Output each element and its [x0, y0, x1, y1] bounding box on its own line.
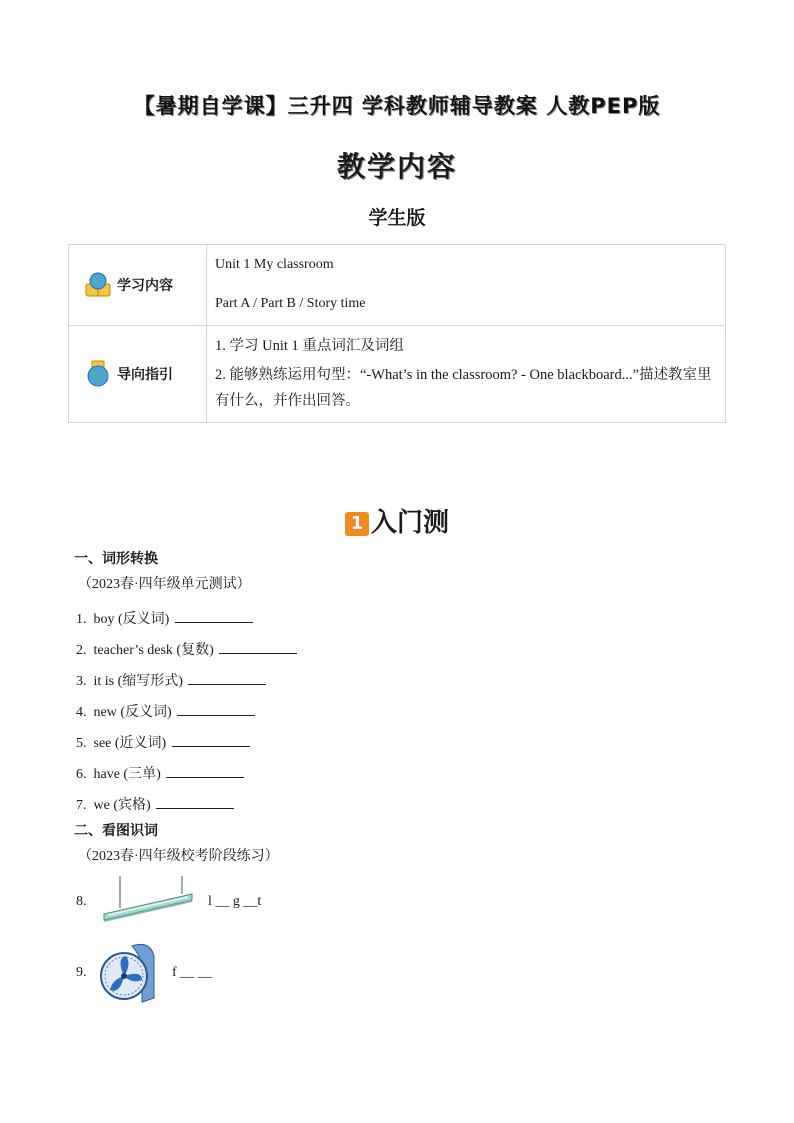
question-number: 7.	[76, 798, 87, 813]
question-number: 9.	[76, 965, 87, 980]
question-text: have (三单)	[93, 767, 161, 782]
question-number: 3.	[76, 674, 87, 689]
question-text: see (近义词)	[93, 736, 167, 751]
info-label-text: 学习内容	[117, 278, 173, 294]
info-table	[68, 244, 726, 423]
globe-book-icon	[83, 359, 113, 389]
answer-pattern: f __ __	[172, 965, 212, 980]
question-item	[76, 763, 244, 783]
header-title: 【暑期自学课】三升四 学科教师辅导教案 人教PEP版	[133, 94, 661, 118]
info-label-text: 导向指引	[117, 367, 173, 384]
question-item	[76, 794, 234, 814]
info-content-cell	[207, 326, 726, 423]
section-title-text: 入门测	[370, 508, 449, 538]
question-item	[76, 732, 250, 752]
section-heading	[0, 502, 794, 539]
question-item	[76, 701, 255, 721]
question-item	[76, 639, 297, 659]
guide-line-2: 2. 能够熟练运用句型：“-What’s in the classroom? - One blackboard...”描述教室里有什么，并作出回答。	[215, 367, 712, 409]
question-item	[76, 670, 266, 690]
info-row-guide	[69, 326, 726, 423]
question-text: it is (缩写形式)	[93, 674, 183, 689]
question-text: new (反义词)	[93, 705, 172, 720]
part2-heading: 二、看图识词	[74, 823, 158, 839]
section-number-badge: 1	[345, 512, 369, 536]
edition-label: 学生版	[368, 207, 426, 229]
fan-icon	[98, 938, 158, 1010]
info-content-cell	[207, 245, 726, 326]
question-text: boy (反义词)	[93, 612, 170, 627]
globe-book-icon	[83, 270, 113, 300]
answer-pattern: l __ g __t	[208, 894, 262, 909]
answer-blank[interactable]	[175, 610, 253, 623]
question-number: 8.	[76, 894, 87, 909]
answer-blank[interactable]	[177, 703, 255, 716]
main-title: 教学内容	[336, 150, 457, 183]
answer-blank[interactable]	[219, 641, 297, 654]
part2-source: （2023春·四年级校考阶段练习）	[78, 849, 279, 864]
question-number: 5.	[76, 736, 87, 751]
question-text: teacher’s desk (复数)	[93, 643, 214, 658]
question-number: 6.	[76, 767, 87, 782]
unit-title: Unit 1 My classroom	[215, 257, 334, 273]
question-number: 1.	[76, 612, 87, 627]
question-number: 4.	[76, 705, 87, 720]
info-label-cell	[69, 245, 207, 326]
part1-source: （2023春·四年级单元测试）	[78, 577, 251, 592]
unit-parts: Part A / Part B / Story time	[215, 296, 366, 311]
part1-heading: 一、词形转换	[74, 551, 158, 567]
question-number: 2.	[76, 643, 87, 658]
question-item	[76, 608, 253, 628]
answer-blank[interactable]	[156, 796, 234, 809]
answer-blank[interactable]	[188, 672, 266, 685]
light-tube-icon	[100, 874, 196, 926]
info-row-content	[69, 245, 726, 326]
answer-blank[interactable]	[166, 765, 244, 778]
guide-line-1: 1. 学习 Unit 1 重点词汇及词组	[215, 338, 404, 354]
question-text: we (宾格)	[93, 798, 151, 813]
answer-blank[interactable]	[172, 734, 250, 747]
info-label-cell	[69, 326, 207, 423]
